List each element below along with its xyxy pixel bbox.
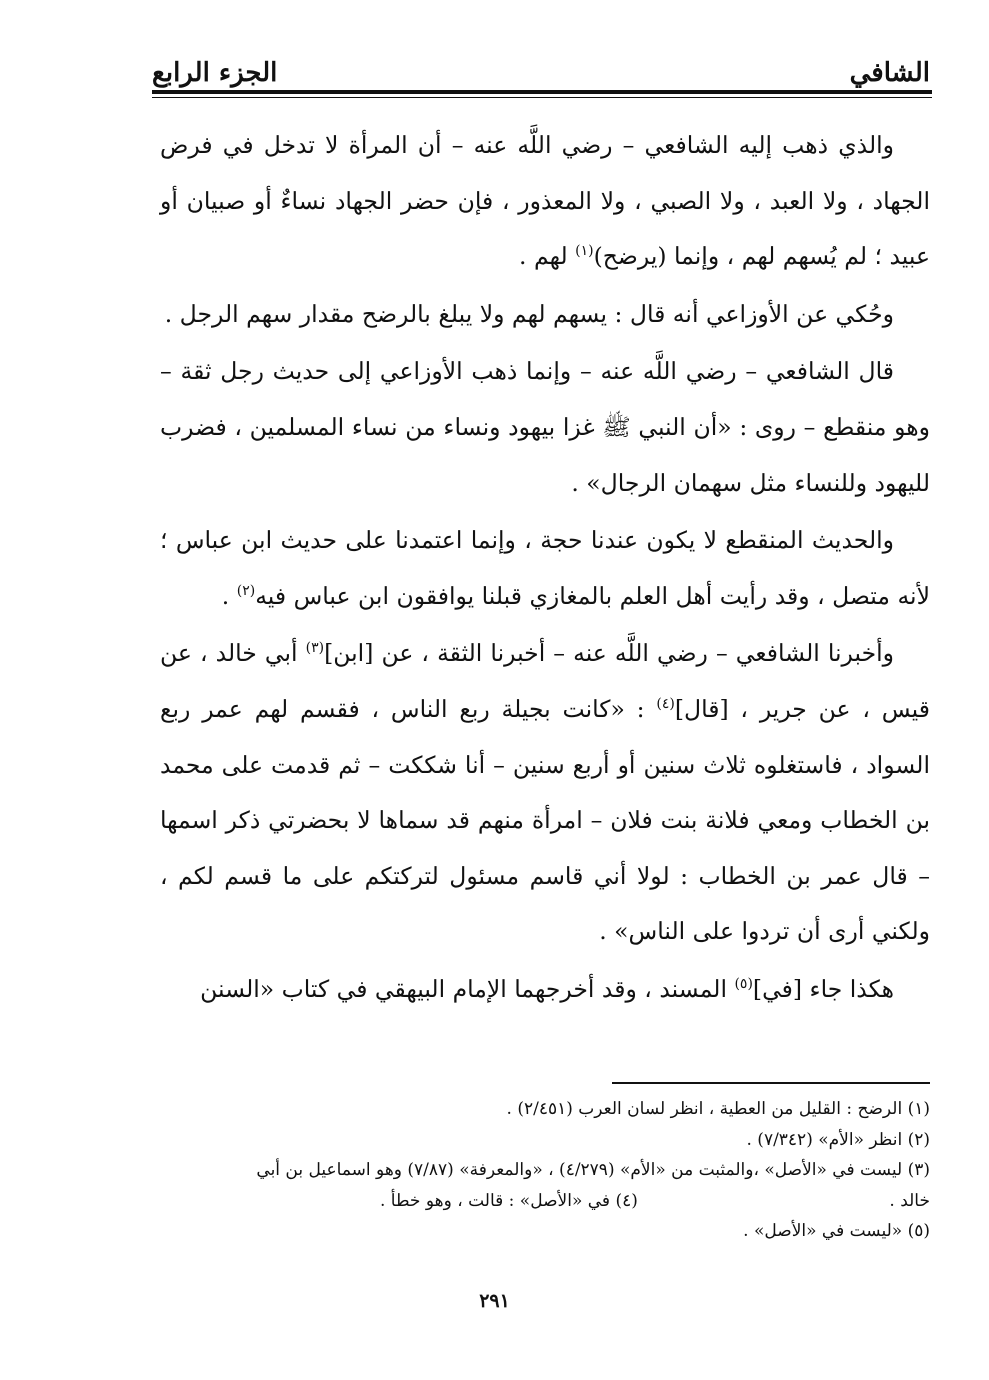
main-text (160, 118, 930, 1018)
footnote-ref-5: (٥) (734, 976, 753, 993)
footnote-ref-4: (٤) (656, 696, 675, 713)
paragraph-6: هكذا جاء [في]$^{(٥)}$ المسند ، وقد أخرجهما الإمام البيهقي في كتاب «السنن (200, 974, 894, 1003)
paragraph-2: وحُكي عن الأوزاعي أنه قال : يسهم لهم ولا يبلغ بالرضح مقدار سهم الرجل . (164, 299, 894, 328)
footnote-5: (٥) «ليست في «الأصل» . (743, 1221, 930, 1241)
footnote-separator (612, 1082, 930, 1084)
header-rule-thick (152, 90, 932, 94)
footnote-ref-2: (٢) (236, 582, 256, 599)
footnote-ref-1: (١) (575, 243, 594, 260)
footnote-1: (١) الرضح : القليل من العطية ، انظر لسان العرب (٢/٤٥١) . (506, 1099, 930, 1119)
paragraph-1: والذي ذهب إليه الشافعي – رضي اللَّه عنه – أن المرأة لا تدخل في فرض الجهاد ، ولا العبد ، ولا الصبي ، ولا المعذور ، فإن حضر الجهاد نساءٌ أو صبيان أو عبيد ؛ لم يُسهم لهم ، وإنما (يرضح)$^{(١)}$ لهم . (160, 131, 930, 271)
paragraph-5: وأخبرنا الشافعي – رضي اللَّه عنه – أخبرنا الثقة ، عن [ابن]$^{(٣)}$ أبي خالد ، عن قيس ، عن جرير ، [قال]$^{(٤)}$ : «كانت بجيلة ربع الناس ، فقسم لهم عمر ربع السواد ، فاستغلوه ثلاث سنين أو أربع سنين – أنا شككت – ثم قدمت على محمد بن الخطاب ومعي فلانة بنت فلان – امرأة منهم قد سماها لا بحضرتي ذكر اسمها – قال عمر بن الخطاب : لولا أني قاسم مسئول لتركتكم على ما قسم لكم ، ولكني أرى أن تردوا على الناس» . (160, 639, 930, 946)
book-title: الشافي (849, 58, 930, 88)
running-header (152, 46, 930, 86)
header-rule-thin (152, 97, 932, 98)
paragraph-4: والحديث المنقطع لا يكون عندنا حجة ، وإنما اعتمدنا على حديث ابن عباس ؛ لأنه متصل ، وقد رأيت أهل العلم بالمغازي قبلنا يوافقون ابن عباس فيه$^{(٢)}$ . (160, 526, 930, 610)
footnotes (160, 1094, 930, 1247)
footnote-2: (٢) انظر «الأم» (٧/٣٤٢) . (746, 1129, 930, 1150)
footnote-ref-3: (٣) (305, 640, 325, 657)
footnote-4: (٤) في «الأصل» : قالت ، وهو خطأ . (380, 1190, 638, 1211)
footnote-3-continued: خالد . (889, 1190, 930, 1211)
page-number: ٢٩١ (479, 1290, 510, 1312)
paragraph-3: قال الشافعي – رضي اللَّه عنه – وإنما ذهب الأوزاعي إلى حديث رجل ثقة – وهو منقطع – روى : «أن النبي ﷺ غزا بيهود ونساء من نساء المسلمين ، فضرب لليهود وللنساء مثل سهمان الرجال» . (160, 357, 930, 497)
footnote-row (160, 1186, 930, 1217)
part-title: الجزء الرابع (152, 58, 278, 88)
footnote-3: (٣) ليست في «الأصل» ،والمثبت من «الأم» (٤/٢٧٩) ، «والمعرفة» (٧/٨٧) وهو اسماعيل بن أبي (256, 1160, 930, 1180)
